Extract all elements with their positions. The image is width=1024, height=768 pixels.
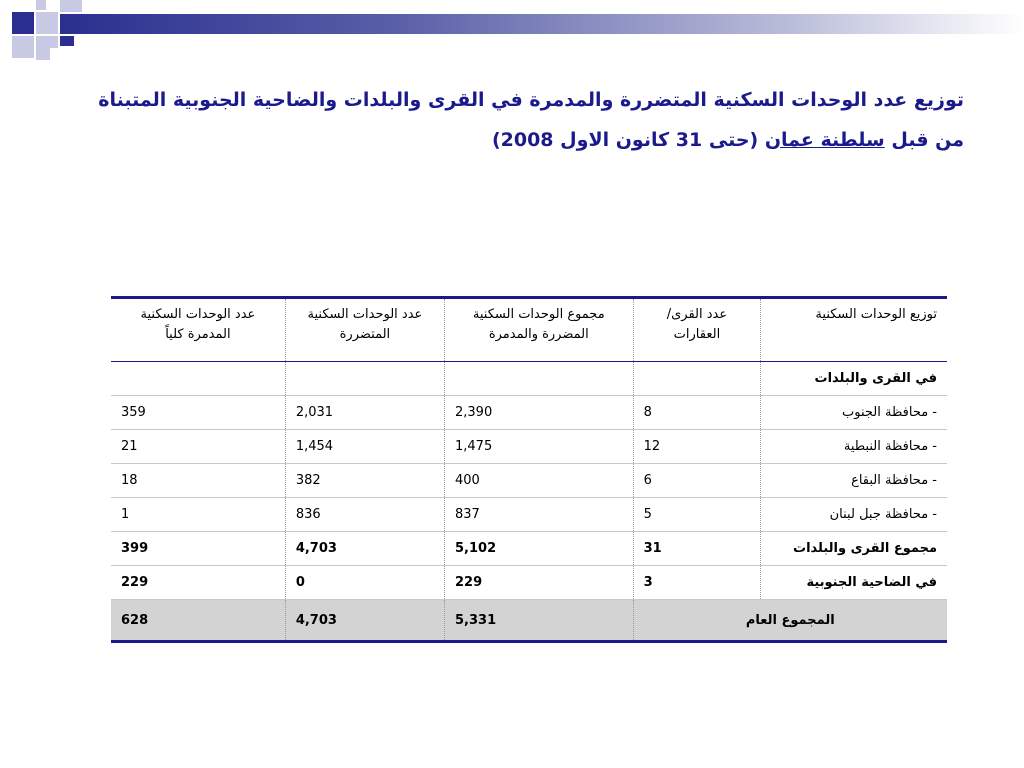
total-units-cell: 5,331	[445, 600, 634, 642]
cell-destroyed-units: 359	[111, 396, 285, 430]
cell-villages-count: 6	[633, 464, 761, 498]
title-line-2-prefix: من قبل	[884, 129, 964, 151]
table-row	[111, 566, 947, 600]
cell-total-units: 1,475	[445, 430, 634, 464]
row-label: - محافظة جبل لبنان	[761, 498, 947, 532]
table-row	[111, 396, 947, 430]
row-label: مجموع القرى والبلدات	[761, 532, 947, 566]
decorative-square	[36, 46, 50, 60]
header-distribution: توزيع الوحدات السكنية	[761, 298, 947, 362]
decorative-square	[60, 36, 74, 46]
header-gradient-bar	[60, 14, 1024, 34]
cell-total-units: 837	[445, 498, 634, 532]
cell-total-units	[445, 362, 634, 396]
row-label: في الضاحية الجنوبية	[761, 566, 947, 600]
header-destroyed-units: عدد الوحدات السكنية المدمرة كلياً	[111, 298, 285, 362]
table-row	[111, 430, 947, 464]
cell-total-units: 2,390	[445, 396, 634, 430]
cell-villages-count: 3	[633, 566, 761, 600]
header-damaged-units: عدد الوحدات السكنية المتضررة	[285, 298, 444, 362]
cell-destroyed-units	[111, 362, 285, 396]
data-table-container	[111, 296, 947, 643]
total-destroyed-cell: 628	[111, 600, 285, 642]
title-underlined-text: سلطنة عمان	[764, 129, 885, 151]
cell-destroyed-units: 229	[111, 566, 285, 600]
total-damaged-cell: 4,703	[285, 600, 444, 642]
cell-damaged-units: 2,031	[285, 396, 444, 430]
title-line-1: توزيع عدد الوحدات السكنية المتضررة والمدمرة في القرى والبلدات والضاحية الجنوبية المتبناة	[98, 89, 964, 111]
cell-destroyed-units: 21	[111, 430, 285, 464]
row-label: في القرى والبلدات	[761, 362, 947, 396]
cell-damaged-units: 0	[285, 566, 444, 600]
housing-units-table	[111, 296, 947, 643]
cell-destroyed-units: 1	[111, 498, 285, 532]
decorative-square	[12, 36, 34, 58]
table-total-row	[111, 600, 947, 642]
row-label: - محافظة الجنوب	[761, 396, 947, 430]
slide-title	[64, 80, 964, 160]
table-row	[111, 498, 947, 532]
cell-total-units: 400	[445, 464, 634, 498]
cell-villages-count: 12	[633, 430, 761, 464]
cell-destroyed-units: 18	[111, 464, 285, 498]
cell-villages-count	[633, 362, 761, 396]
total-label: المجموع العام	[633, 600, 947, 642]
decorative-square	[12, 12, 34, 34]
table-row	[111, 362, 947, 396]
cell-villages-count: 8	[633, 396, 761, 430]
table-row	[111, 464, 947, 498]
cell-total-units: 229	[445, 566, 634, 600]
cell-damaged-units: 382	[285, 464, 444, 498]
cell-villages-count: 5	[633, 498, 761, 532]
header-total-units: مجموع الوحدات السكنية المضررة والمدمرة	[445, 298, 634, 362]
cell-damaged-units: 1,454	[285, 430, 444, 464]
row-label: - محافظة النبطية	[761, 430, 947, 464]
cell-damaged-units: 4,703	[285, 532, 444, 566]
row-label: - محافظة البقاع	[761, 464, 947, 498]
title-line-2	[64, 120, 964, 160]
decorative-square	[36, 12, 58, 34]
cell-villages-count: 31	[633, 532, 761, 566]
table-header-row	[111, 298, 947, 362]
cell-damaged-units: 836	[285, 498, 444, 532]
cell-damaged-units	[285, 362, 444, 396]
cell-destroyed-units: 399	[111, 532, 285, 566]
decorative-square	[60, 0, 82, 12]
cell-total-units: 5,102	[445, 532, 634, 566]
decorative-square	[36, 0, 46, 10]
table-row	[111, 532, 947, 566]
header-villages-count: عدد القرى/العقارات	[633, 298, 761, 362]
title-line-2-suffix: (حتى 31 كانون الاول 2008)	[491, 129, 765, 151]
